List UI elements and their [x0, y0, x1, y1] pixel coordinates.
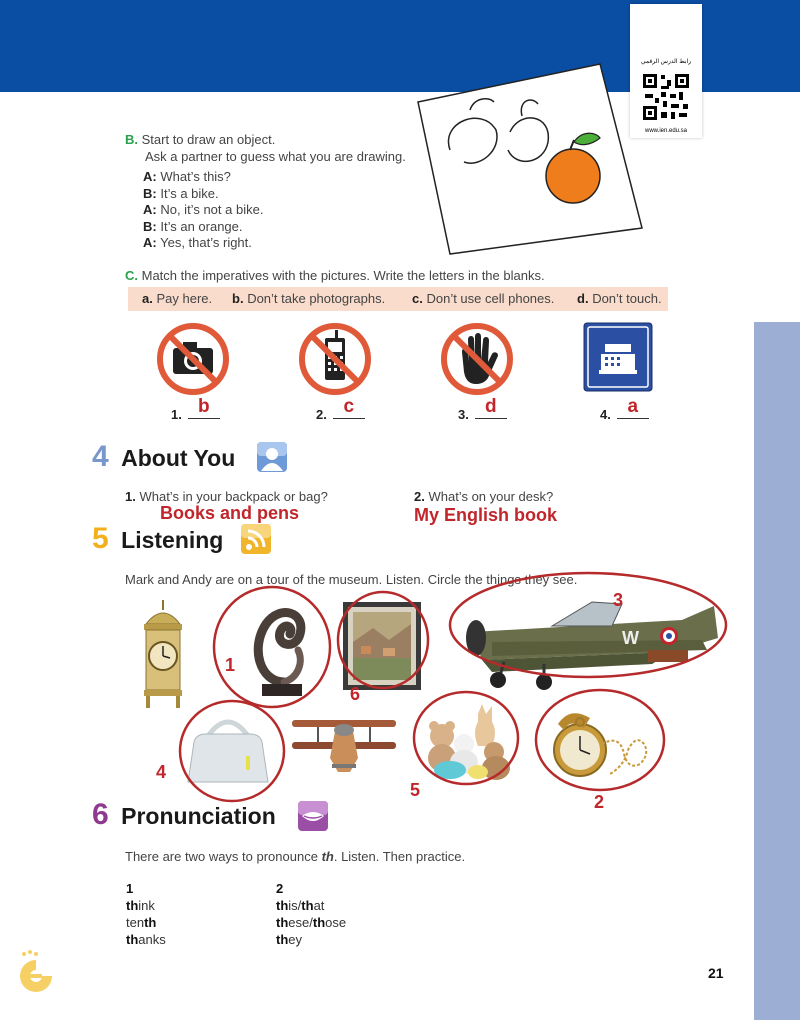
blank-answer: c — [343, 396, 355, 417]
pronunciation-instruction — [125, 848, 625, 865]
no-cellphone-sign-icon — [298, 322, 372, 396]
dialogue-text: No, it’s not a bike. — [160, 202, 264, 217]
pron-column-2 — [276, 880, 416, 948]
option-text: Don’t take photographs. — [247, 291, 386, 306]
person-icon — [256, 441, 288, 473]
circle-label: 2 — [594, 792, 605, 812]
blank-4[interactable] — [600, 396, 649, 422]
dialogue — [143, 169, 423, 252]
dialogue-line — [143, 169, 423, 186]
section-number: 4 — [92, 440, 109, 473]
column-head: 2 — [276, 881, 284, 896]
dialogue-line — [143, 235, 423, 252]
publisher-logo-icon — [16, 948, 56, 994]
audio-icon — [240, 523, 272, 555]
question-text: What’s on your desk? — [428, 489, 554, 504]
section-b-line2: Ask a partner to guess what you are drawing. — [145, 149, 406, 164]
sculpture-image — [240, 598, 320, 704]
instruction-emphasis: th — [321, 849, 334, 864]
dialogue-line — [143, 202, 423, 219]
dialogue-text: It’s a bike. — [160, 185, 219, 201]
blank-3[interactable] — [458, 396, 507, 422]
option-letter: d. — [577, 291, 589, 306]
pron-column-1 — [126, 880, 246, 948]
dialogue-line — [143, 186, 423, 203]
section-c-text: Match the imperatives with the pictures. Write the letters in the blanks. — [141, 268, 545, 283]
dialogue-text: It’s an orange. — [160, 218, 243, 234]
option-d — [577, 287, 662, 311]
speaker: A: — [143, 202, 157, 217]
qr-caption: رابط الدرس الرقمي — [640, 59, 692, 65]
question-number: 2. — [414, 489, 425, 504]
blank-number: 2. — [316, 407, 327, 422]
section-title: About You — [121, 445, 236, 471]
blank-number: 4. — [600, 407, 611, 422]
speaker: B: — [143, 185, 157, 201]
listening-instruction: Mark and Andy are on a tour of the museum. Listen. Circle the things they see. — [125, 572, 578, 587]
about-you-heading — [92, 440, 235, 476]
option-letter: b. — [232, 291, 244, 306]
option-text: Don’t use cell phones. — [426, 291, 555, 306]
pronunciation-heading — [92, 798, 276, 834]
dialogue-text: What’s this? — [160, 169, 231, 184]
option-text: Don’t touch. — [592, 291, 662, 306]
question-2 — [414, 489, 553, 504]
page-number: 21 — [708, 965, 724, 981]
fighter-plane-image — [452, 592, 724, 694]
blank-number: 3. — [458, 407, 469, 422]
blank-line — [188, 396, 220, 419]
pron-word: these/those — [276, 915, 347, 930]
section-b — [125, 131, 425, 165]
blank-line — [475, 396, 507, 419]
mouth-icon — [297, 800, 329, 832]
question-text: What’s in your backpack or bag? — [139, 489, 328, 504]
answer-2: My English book — [414, 505, 558, 525]
dialogue-line — [143, 219, 423, 236]
pron-word: think — [126, 898, 155, 913]
section-title: Pronunciation — [121, 803, 276, 829]
stuffed-toys-image — [420, 702, 516, 782]
painting-image — [343, 602, 421, 690]
pay-here-sign-icon — [583, 322, 653, 392]
blank-answer: d — [485, 396, 497, 417]
blank-number: 1. — [171, 407, 182, 422]
circle-label: 3 — [613, 590, 624, 610]
option-letter: c. — [412, 291, 423, 306]
instruction-part: . Listen. Then practice. — [333, 849, 466, 864]
question-number: 1. — [125, 489, 136, 504]
pocket-watch-image — [540, 704, 658, 788]
handbag-image — [186, 712, 270, 786]
biplane-image — [288, 712, 400, 776]
listening-heading — [92, 522, 223, 558]
blank-line — [617, 396, 649, 419]
lantern-clock-image — [134, 598, 192, 710]
speaker: A: — [143, 169, 157, 184]
option-letter: a. — [142, 291, 153, 306]
dialogue-text: Yes, that’s right. — [160, 235, 252, 250]
blank-2[interactable] — [316, 396, 365, 422]
instruction-part: There are two ways to pronounce — [125, 849, 322, 864]
section-number: 6 — [92, 798, 109, 831]
pron-word: they — [276, 932, 303, 947]
option-b — [232, 287, 385, 311]
speaker: B: — [143, 218, 157, 234]
option-c — [412, 287, 554, 311]
section-c-letter: C. — [125, 268, 138, 283]
question-1 — [125, 489, 328, 504]
pron-word: tenth — [126, 915, 157, 930]
section-title: Listening — [121, 527, 224, 553]
pron-word: this/that — [276, 898, 325, 913]
blank-answer: a — [627, 396, 639, 417]
blank-answer: b — [198, 396, 210, 417]
circle-label: 4 — [156, 762, 167, 782]
pron-word: thanks — [126, 932, 166, 947]
blank-1[interactable] — [171, 396, 220, 422]
section-c-instruction — [125, 267, 685, 284]
speaker: A: — [143, 235, 157, 250]
no-camera-sign-icon — [156, 322, 230, 396]
section-b-letter: B. — [125, 132, 138, 147]
circle-label: 1 — [225, 655, 236, 675]
option-text: Pay here. — [156, 291, 213, 306]
side-band — [754, 322, 800, 1020]
qr-url: www.ien.edu.sa — [644, 128, 688, 134]
answer-1: Books and pens — [160, 503, 300, 523]
blank-line — [333, 396, 365, 419]
circle-label: 5 — [410, 780, 421, 800]
drawing-paper-illustration — [410, 58, 650, 258]
circle-label: 6 — [350, 684, 361, 704]
no-touch-sign-icon — [440, 322, 514, 396]
column-head: 1 — [126, 881, 134, 896]
section-b-line1: Start to draw an object. — [141, 132, 276, 147]
section-number: 5 — [92, 522, 109, 555]
option-a — [142, 287, 212, 311]
options-strip — [128, 287, 668, 311]
svg-text:W: W — [622, 628, 639, 648]
